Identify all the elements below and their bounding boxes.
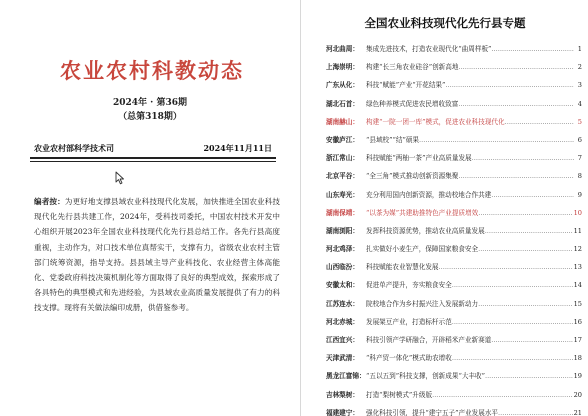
toc-entry-page: 4 — [577, 95, 582, 113]
toc-entry-page: 20 — [573, 386, 582, 404]
header-divider — [30, 157, 276, 159]
toc-entry[interactable] — [326, 149, 582, 167]
toc-entry-title: “科产贸一体化”模式助农增收 ..... — [366, 349, 574, 367]
toc-entry-title: “县域校”“结”硕果 ..... — [366, 131, 574, 149]
toc-entry[interactable] — [326, 95, 582, 113]
toc-entry[interactable] — [326, 76, 582, 94]
toc-entry-source: 湖南赫山： — [326, 117, 359, 126]
toc-entry-page: 18 — [573, 349, 582, 367]
toc-entry-source: 上海崇明： — [326, 63, 359, 72]
toc-entry-title: “以茶为媒”共建助推特色产业提质增效 ..... — [366, 204, 574, 222]
toc-entry-title: 院校地合作为乡村振兴注入发展新动力 ..... — [366, 295, 574, 313]
toc-entry-title: 集成先进技术，打造农业现代化“曲周样板” ..... — [366, 40, 574, 58]
toc-entry[interactable] — [326, 349, 582, 367]
toc-entry-title: 充分利用国内创新资源，推动校地合作共建 ..... — [366, 186, 574, 204]
toc-entry-source: 安徽太和： — [326, 281, 359, 290]
toc-entry-source: 山东寿光： — [326, 190, 359, 199]
toc-entry-page: 10 — [573, 204, 582, 222]
toc-entry-page: 17 — [573, 331, 582, 349]
toc-entry[interactable] — [326, 113, 582, 131]
toc-entry-page: 11 — [573, 222, 582, 240]
toc-entry[interactable] — [326, 58, 582, 76]
toc-entry-page: 3 — [577, 76, 582, 94]
contents-page — [300, 0, 588, 416]
toc-entry-title: 科技引领产学研融合，开辟稻米产业新赛道 ..... — [366, 331, 574, 349]
toc-entry-page: 15 — [573, 295, 582, 313]
editor-note-text: 为更好地支撑县域农业科技现代化发展，加快推进全国农业科技现代化先行县共建工作，2024年，受科技司委托，中国农村技术开发中心组织开展2023年全国农业科技现代化先行县总结工作。各先行县高度重视，主动作为，对口技术单位真帮实干，支撑有力，省级农业农村主管部门统筹资源，指导支持。县县域主导产业科技化、农业经营主体高能化、党委政府科技决策机制化等方面取得了良好的典型成效，探索形成了各具特色的典型模式和先进经验，为县域农业高质量发展提供了有力的科技支撑。现将有关做法编印成册，供借鉴参考。 — [34, 197, 281, 313]
toc-entry-source: 天津武清： — [326, 354, 359, 363]
toc-entry-page: 6 — [577, 131, 582, 149]
editor-note — [34, 194, 280, 316]
toc-entry[interactable] — [326, 222, 582, 240]
toc-entry[interactable] — [326, 240, 582, 258]
toc-entry-page: 2 — [577, 58, 582, 76]
issue-number: 2024年 · 第36期 — [113, 98, 187, 108]
toc-entry-title: “全三角”模式推动创新资源集聚 ..... — [366, 167, 574, 185]
toc-entry-source: 湖南保靖： — [326, 208, 359, 217]
toc-entry-source: 江苏连水： — [326, 299, 359, 308]
toc-entry-title: 科技“赋能”产业“开花结果” ..... — [366, 76, 574, 94]
toc-entry[interactable] — [326, 331, 582, 349]
toc-entry-source: 广东从化： — [326, 81, 359, 90]
toc-entry-page: 8 — [577, 167, 582, 185]
toc-entry[interactable] — [326, 131, 582, 149]
toc-entry-source: 河北赤城： — [326, 317, 359, 326]
toc-entry-title: 科技赋能“两柚一茶”产业高质量发展 ..... — [366, 149, 574, 167]
mouse-pointer-icon — [115, 171, 125, 185]
toc-entry-page: 13 — [573, 258, 582, 276]
toc-entry-page: 16 — [573, 313, 582, 331]
contents-title: 全国农业科技现代化先行县专题 — [364, 16, 526, 30]
editor-note-label: 编者按： — [34, 197, 65, 206]
toc-entry-page: 14 — [573, 276, 582, 294]
toc-entry[interactable] — [326, 367, 582, 385]
toc-entry-source: 河北曲周： — [326, 45, 359, 53]
toc-entry-title: 构建“长三角农业硅谷”创新高地 ..... — [366, 58, 574, 76]
table-of-contents — [326, 40, 582, 416]
toc-entry[interactable] — [326, 276, 582, 294]
toc-entry-source: 黑龙江富锦： — [326, 372, 366, 381]
publish-date: 2024年11月11日 — [203, 143, 272, 153]
toc-entry-title: 科技赋能农业智慧化发展 ..... — [366, 258, 574, 276]
toc-entry-title: 构建“一院一团一库”模式，促进农业科技现代化 ..... — [366, 113, 574, 131]
toc-entry[interactable] — [326, 186, 582, 204]
toc-entry-title: 促进单产提升，夯实粮食安全 ..... — [366, 276, 574, 294]
toc-entry-source: 湖南浏阳： — [326, 226, 359, 235]
toc-entry-source: 湖北石首： — [326, 99, 359, 108]
toc-entry-title: 发展架豆产业，打造标杆示范 ..... — [366, 313, 574, 331]
toc-entry[interactable] — [326, 386, 582, 404]
total-issue-number: （总第318期） — [118, 112, 182, 122]
journal-title: 农业农村科教动态 — [60, 58, 244, 83]
toc-entry-page: 9 — [577, 186, 582, 204]
toc-entry-source: 安徽庐江： — [326, 135, 359, 144]
toc-entry[interactable] — [326, 313, 582, 331]
toc-entry-source: 福建建宁： — [326, 408, 359, 416]
toc-entry-title: “五以五到”科技支撑，创新成果“大丰收” ..... — [366, 367, 574, 385]
toc-entry-page: 12 — [573, 240, 582, 258]
toc-entry[interactable] — [326, 204, 582, 222]
toc-entry-title: 发挥科技资源优势，推动农业高质量发展 ..... — [366, 222, 574, 240]
toc-entry-title: 绿色种养模式促进农民增收致富 ..... — [366, 95, 574, 113]
header-divider-thin — [30, 161, 276, 162]
publisher-org: 农业农村部科学技术司 — [34, 143, 114, 153]
toc-entry-title: 扎实做好小麦生产，保障国家粮食安全 ..... — [366, 240, 574, 258]
toc-entry[interactable] — [326, 258, 582, 276]
toc-entry-page: 7 — [577, 149, 582, 167]
toc-entry-page: 5 — [577, 113, 582, 131]
toc-entry-title: 强化科技引领，提升“建宁五子”产业发展水平 ..... — [366, 404, 574, 416]
toc-entry-page: 21 — [573, 404, 582, 416]
toc-entry-source: 北京平谷： — [326, 172, 359, 181]
toc-entry-source: 吉林梨树： — [326, 390, 359, 399]
toc-entry-page: 19 — [573, 367, 582, 385]
toc-entry-source: 河北鸡泽： — [326, 245, 359, 254]
toc-entry-source: 江西宜兴： — [326, 336, 359, 344]
toc-entry[interactable] — [326, 295, 582, 313]
toc-entry-source: 浙江常山： — [326, 154, 359, 163]
toc-entry[interactable] — [326, 404, 582, 416]
toc-entry-source: 山西临汾： — [326, 263, 359, 272]
toc-entry-page: 1 — [577, 40, 582, 58]
toc-entry[interactable] — [326, 167, 582, 185]
toc-entry-title: 打造“梨树模式”升级版 ..... — [366, 386, 574, 404]
toc-entry[interactable] — [326, 40, 582, 58]
